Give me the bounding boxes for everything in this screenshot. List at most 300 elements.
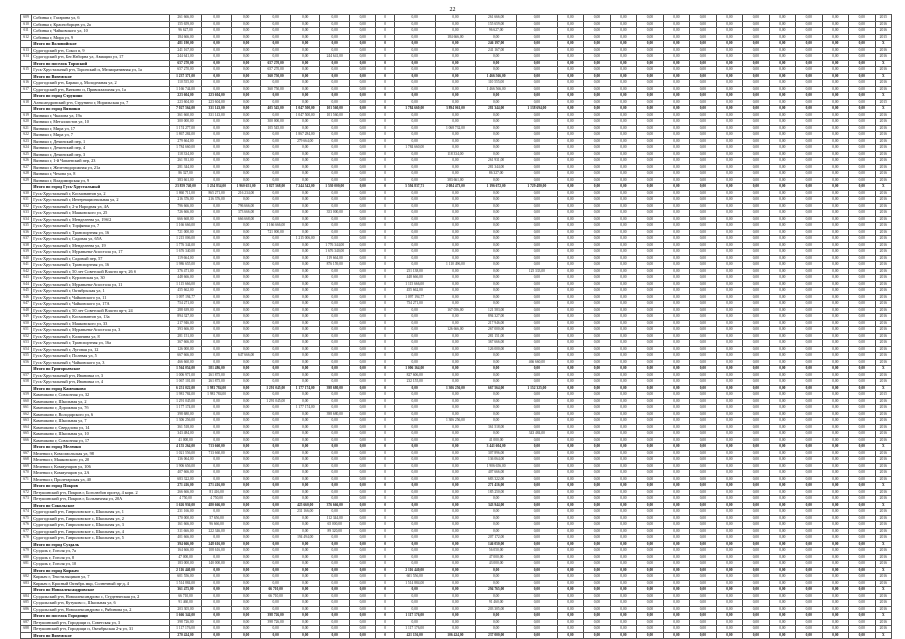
value-cell: 0,00	[394, 405, 435, 412]
value-cell: 0,00	[769, 54, 795, 61]
value-cell: 0,00	[261, 314, 291, 321]
value-cell: 0,00	[663, 34, 689, 41]
value-cell: 0,00	[557, 34, 583, 41]
value-cell: 0	[376, 632, 394, 639]
value-cell: 0,00	[202, 236, 232, 243]
value-cell: 0,00	[663, 93, 689, 100]
value-cell: 0,00	[320, 509, 350, 516]
value-cell: 0,00	[435, 28, 476, 35]
value-cell: 261 666,00	[476, 15, 517, 22]
value-cell: 0,00	[394, 34, 435, 41]
value-cell: 0	[376, 132, 394, 139]
value-cell: 0,00	[349, 567, 375, 574]
value-cell: 0,00	[769, 333, 795, 340]
value-cell: 726 666,00	[169, 210, 202, 217]
row-number-cell: 660	[21, 398, 32, 405]
value-cell: 0,00	[822, 632, 848, 639]
value-cell: 667 666,00	[169, 353, 202, 360]
value-cell: 0,00	[690, 528, 716, 535]
value-cell: 0	[376, 496, 394, 503]
value-cell: 0,00	[637, 574, 663, 581]
row-number-cell: 666	[21, 437, 32, 444]
value-cell: 0,00	[796, 580, 822, 587]
value-cell: 0,00	[637, 60, 663, 67]
value-cell: 0,00	[610, 561, 636, 568]
value-cell: 0,00	[769, 262, 795, 269]
value-cell: 0,00	[610, 301, 636, 308]
value-cell: 0,00	[394, 424, 435, 431]
value-cell: 0,00	[610, 470, 636, 477]
value-cell: 0,00	[796, 197, 822, 204]
value-cell: 0,00	[584, 567, 610, 574]
value-cell: 0,00	[663, 522, 689, 529]
value-cell: 0,00	[663, 535, 689, 542]
value-cell: 0,00	[290, 34, 320, 41]
value-cell: 0,00	[769, 86, 795, 93]
value-cell: 0,00	[320, 496, 350, 503]
value-cell: 0,00	[690, 418, 716, 425]
value-cell: 0,00	[610, 333, 636, 340]
value-cell: 0,00	[610, 587, 636, 594]
value-cell: 118 334,00	[169, 151, 202, 158]
value-cell: 0,00	[557, 41, 583, 48]
value-cell: 0,00	[320, 158, 350, 165]
value-cell: 0,00	[610, 210, 636, 217]
value-cell: X	[875, 184, 891, 191]
value-cell: 2016	[875, 132, 891, 139]
value-cell: 0	[376, 379, 394, 386]
row-number-cell: 674	[21, 509, 32, 516]
value-cell: X	[875, 73, 891, 80]
value-cell: 0	[376, 106, 394, 113]
value-cell: 0	[376, 405, 394, 412]
value-cell: 2015	[875, 99, 891, 106]
row-number-cell: 616	[21, 80, 32, 87]
value-cell: 0,00	[349, 268, 375, 275]
value-cell: 0,00	[261, 158, 291, 165]
value-cell: 0,00	[822, 619, 848, 626]
value-cell: 0,00	[476, 132, 517, 139]
value-cell: 0,00	[849, 93, 875, 100]
row-number-cell: 670	[21, 470, 32, 477]
address-cell: Александровский р-н, Струнино г, Норильская ул, 7	[32, 99, 170, 106]
value-cell: 0,00	[822, 99, 848, 106]
value-cell: 0,00	[610, 567, 636, 574]
value-cell: 0,00	[435, 99, 476, 106]
value-cell: 0,00	[231, 411, 261, 418]
address-cell: Гусь-Хрустальный г, 2-я Народная ул, 4А	[32, 203, 170, 210]
value-cell: 0,00	[476, 203, 517, 210]
value-cell: 0,00	[231, 197, 261, 204]
value-cell: 0,00	[637, 418, 663, 425]
value-cell: 0,00	[349, 385, 375, 392]
value-cell: 0,00	[290, 333, 320, 340]
value-cell: 0	[376, 613, 394, 620]
value-cell: 0,00	[769, 509, 795, 516]
value-cell: 0,00	[716, 392, 742, 399]
capital-repair-table	[20, 14, 892, 639]
value-cell: 0,00	[320, 125, 350, 132]
value-cell: 0,00	[690, 632, 716, 639]
value-cell: 0,00	[557, 301, 583, 308]
value-cell: 0,00	[202, 229, 232, 236]
value-cell: 0,00	[743, 574, 769, 581]
value-cell: 0,00	[516, 515, 557, 522]
value-cell: 0,00	[231, 613, 261, 620]
value-cell: 0,00	[557, 580, 583, 587]
value-cell: 0,00	[202, 606, 232, 613]
value-cell: 0,00	[290, 450, 320, 457]
value-cell: 281 151,00	[476, 333, 517, 340]
value-cell: 237 000,00	[476, 632, 517, 639]
row-number-cell: 612	[21, 34, 32, 41]
value-cell: 0,00	[320, 132, 350, 139]
value-cell: 0,00	[557, 535, 583, 542]
value-cell: 0,00	[557, 457, 583, 464]
value-cell: 0,00	[663, 431, 689, 438]
value-cell: 0,00	[202, 255, 232, 262]
value-cell: 0,00	[261, 502, 291, 509]
value-cell: 0,00	[743, 15, 769, 22]
value-cell: 667 564,00	[476, 385, 517, 392]
value-cell: 0,00	[822, 340, 848, 347]
value-cell: 0,00	[769, 177, 795, 184]
value-cell: 0,00	[435, 229, 476, 236]
value-cell: 0,00	[261, 632, 291, 639]
value-cell: 0,00	[231, 86, 261, 93]
value-cell: 0,00	[822, 359, 848, 366]
value-cell: 0,00	[690, 515, 716, 522]
value-cell: 0,00	[435, 60, 476, 67]
value-cell: 0,00	[394, 509, 435, 516]
value-cell: 0,00	[320, 216, 350, 223]
value-cell: 0	[376, 463, 394, 470]
value-cell: 0,00	[610, 606, 636, 613]
value-cell: 0,00	[849, 346, 875, 353]
value-cell: 0,00	[716, 106, 742, 113]
value-cell: 0,00	[610, 307, 636, 314]
value-cell: 0,00	[476, 216, 517, 223]
value-cell: 0,00	[690, 112, 716, 119]
row-number-cell: 622	[21, 132, 32, 139]
value-cell: 0,00	[516, 15, 557, 22]
value-cell: 0,00	[584, 522, 610, 529]
value-cell: 2016	[875, 268, 891, 275]
value-cell: 0,00	[690, 184, 716, 191]
value-cell: 0,00	[516, 112, 557, 119]
value-cell: 0,00	[690, 255, 716, 262]
value-cell: 0,00	[637, 164, 663, 171]
value-cell: 0,00	[849, 398, 875, 405]
value-cell: 1 514 884,00	[169, 580, 202, 587]
value-cell: 0,00	[516, 28, 557, 35]
value-cell: 0,00	[394, 489, 435, 496]
value-cell: 0,00	[261, 307, 291, 314]
value-cell: 0,00	[663, 476, 689, 483]
value-cell: 0,00	[796, 502, 822, 509]
value-cell: 0,00	[435, 86, 476, 93]
value-cell: 1 110 496,00	[435, 262, 476, 269]
value-cell: 0,00	[394, 528, 435, 535]
value-cell: 66 710,00	[261, 587, 291, 594]
value-cell: 0,00	[822, 216, 848, 223]
value-cell: 0,00	[231, 145, 261, 152]
address-cell: Итого по Новоалександровское	[32, 587, 170, 594]
value-cell: 0,00	[231, 80, 261, 87]
value-cell: 0,00	[769, 580, 795, 587]
value-cell: 0,00	[716, 333, 742, 340]
value-cell: 0,00	[516, 398, 557, 405]
value-cell: 0,00	[663, 587, 689, 594]
value-cell: 0,00	[663, 463, 689, 470]
value-cell: 0,00	[290, 216, 320, 223]
value-cell: 0,00	[557, 463, 583, 470]
value-cell: 0,00	[557, 496, 583, 503]
row-number-cell: 624	[21, 145, 32, 152]
value-cell: 0,00	[690, 489, 716, 496]
value-cell: 0,00	[584, 476, 610, 483]
value-cell: 0	[376, 476, 394, 483]
value-cell: 0,00	[769, 197, 795, 204]
value-cell: 0,00	[690, 600, 716, 607]
value-cell: 0,00	[584, 190, 610, 197]
value-cell: 0,00	[584, 600, 610, 607]
value-cell: 1 196 672,00	[476, 184, 517, 191]
value-cell: 0,00	[796, 561, 822, 568]
value-cell: 0,00	[584, 431, 610, 438]
value-cell: 0,00	[743, 229, 769, 236]
value-cell: 0,00	[637, 606, 663, 613]
value-cell: 0,00	[743, 528, 769, 535]
value-cell: 0,00	[610, 476, 636, 483]
value-cell: 0,00	[796, 236, 822, 243]
value-cell: 0,00	[610, 320, 636, 327]
row-number-cell: 621	[21, 125, 32, 132]
value-cell: 0,00	[690, 275, 716, 282]
value-cell: 0,00	[743, 112, 769, 119]
value-cell: 0,00	[663, 561, 689, 568]
value-cell: 0,00	[796, 99, 822, 106]
value-cell: 0,00	[743, 223, 769, 230]
value-cell: 0,00	[610, 450, 636, 457]
value-cell: 0,00	[637, 132, 663, 139]
value-cell: 0,00	[557, 398, 583, 405]
value-cell: 0,00	[394, 307, 435, 314]
value-cell: 0	[376, 112, 394, 119]
address-cell: Меленки г, Коммунаров ул, 106	[32, 463, 170, 470]
value-cell: 0,00	[769, 73, 795, 80]
value-cell: 0,00	[637, 314, 663, 321]
value-cell: 0,00	[663, 288, 689, 295]
value-cell: 0,00	[796, 411, 822, 418]
value-cell: 0,00	[637, 301, 663, 308]
value-cell: 0,00	[743, 242, 769, 249]
value-cell: 0,00	[663, 223, 689, 230]
value-cell: 0,00	[743, 561, 769, 568]
value-cell: 0,00	[557, 145, 583, 152]
value-cell: 0,00	[822, 606, 848, 613]
value-cell: 360 750,00	[261, 73, 291, 80]
value-cell: 0,00	[610, 528, 636, 535]
value-cell: 0,00	[261, 600, 291, 607]
value-cell: 0,00	[261, 151, 291, 158]
value-cell: 0,00	[690, 333, 716, 340]
value-cell: 0,00	[743, 60, 769, 67]
value-cell: 0,00	[690, 190, 716, 197]
value-cell: 0,00	[290, 353, 320, 360]
value-cell: 0,00	[557, 359, 583, 366]
value-cell: 0,00	[637, 450, 663, 457]
value-cell: 0,00	[663, 340, 689, 347]
value-cell: 0,00	[663, 437, 689, 444]
value-cell: 2016	[875, 125, 891, 132]
value-cell: 0,00	[290, 580, 320, 587]
value-cell: 0,00	[320, 470, 350, 477]
value-cell: 0,00	[516, 424, 557, 431]
value-cell: 0,00	[610, 80, 636, 87]
value-cell: 0,00	[435, 67, 476, 74]
value-cell: 0,00	[261, 496, 291, 503]
value-cell: 713 660,00	[202, 450, 232, 457]
value-cell: 2016	[875, 112, 891, 119]
value-cell: 0,00	[435, 548, 476, 555]
value-cell: 0,00	[231, 158, 261, 165]
address-cell: Собинка г, Красноборцев ул, 2а	[32, 21, 170, 28]
value-cell: 0,00	[261, 522, 291, 529]
value-cell: 0,00	[716, 255, 742, 262]
row-number-cell: 658	[21, 379, 32, 386]
value-cell: 0,00	[637, 15, 663, 22]
value-cell: 0,00	[637, 470, 663, 477]
value-cell: 0,00	[261, 99, 291, 106]
value-cell: 0,00	[584, 554, 610, 561]
value-cell: 0,00	[320, 567, 350, 574]
value-cell: 0,00	[610, 190, 636, 197]
value-cell: 0,00	[584, 353, 610, 360]
value-cell: 2016	[875, 203, 891, 210]
value-cell: 0	[376, 54, 394, 61]
value-cell: 0,00	[394, 229, 435, 236]
value-cell: 0,00	[769, 112, 795, 119]
value-cell: 0,00	[320, 294, 350, 301]
value-cell: 0,00	[231, 372, 261, 379]
value-cell: 0,00	[637, 307, 663, 314]
address-cell: Вязники г, Металлистов ул, 10	[32, 119, 170, 126]
value-cell: 0,00	[663, 353, 689, 360]
value-cell: 0,00	[849, 288, 875, 295]
value-cell: 0,00	[743, 372, 769, 379]
value-cell: 0,00	[849, 138, 875, 145]
value-cell: 0	[376, 398, 394, 405]
row-number-cell: 651	[21, 327, 32, 334]
value-cell: 0,00	[637, 86, 663, 93]
value-cell: 0,00	[584, 418, 610, 425]
value-cell: 0,00	[476, 275, 517, 282]
address-cell: Судогодский р-н, Гавриловское с, Школьная ул, 5	[32, 535, 170, 542]
value-cell: 0,00	[516, 470, 557, 477]
value-cell: 0,00	[769, 15, 795, 22]
value-cell: 0,00	[637, 288, 663, 295]
value-cell: 0,00	[231, 229, 261, 236]
value-cell: 0,00	[435, 21, 476, 28]
value-cell: 0,00	[435, 515, 476, 522]
value-cell: 0,00	[394, 359, 435, 366]
row-number-cell: 683	[21, 580, 32, 587]
value-cell: 0,00	[769, 223, 795, 230]
value-cell: 0,00	[849, 587, 875, 594]
value-cell: 0,00	[796, 346, 822, 353]
value-cell: 2016	[875, 470, 891, 477]
value-cell: 0,00	[231, 515, 261, 522]
value-cell: 0,00	[394, 353, 435, 360]
value-cell: 1 981 784,00	[169, 392, 202, 399]
value-cell: 0,00	[435, 216, 476, 223]
value-cell: 0,00	[394, 54, 435, 61]
value-cell: 0,00	[822, 21, 848, 28]
value-cell: 0,00	[202, 281, 232, 288]
value-cell: 343 484,00	[169, 431, 202, 438]
address-cell: Гусь-Хрустальный г, 50 лет Советской Власти пр-т, 26 б	[32, 268, 170, 275]
value-cell: 0,00	[476, 528, 517, 535]
value-cell: 0,00	[822, 385, 848, 392]
value-cell: 0,00	[610, 541, 636, 548]
value-cell: 0,00	[769, 418, 795, 425]
value-cell: 0	[376, 93, 394, 100]
value-cell: 0,00	[637, 424, 663, 431]
value-cell: 1 177 174,00	[169, 405, 202, 412]
value-cell: 0,00	[690, 372, 716, 379]
value-cell: 0,00	[716, 405, 742, 412]
value-cell: 0,00	[796, 444, 822, 451]
value-cell: 0,00	[435, 158, 476, 165]
value-cell: 0,00	[849, 223, 875, 230]
value-cell: 0,00	[849, 561, 875, 568]
value-cell: 0,00	[231, 67, 261, 74]
value-cell: 0,00	[349, 379, 375, 386]
value-cell: 0,00	[435, 73, 476, 80]
value-cell: 0,00	[320, 632, 350, 639]
value-cell: 0	[376, 366, 394, 373]
value-cell: 0,00	[320, 229, 350, 236]
value-cell: 0,00	[557, 574, 583, 581]
value-cell: 311 666,00	[169, 528, 202, 535]
value-cell: 0,00	[476, 288, 517, 295]
value-cell: 2016	[875, 489, 891, 496]
value-cell: 0,00	[796, 496, 822, 503]
address-cell: Камешково г, Володарского ул, 6	[32, 411, 170, 418]
value-cell: 0,00	[822, 522, 848, 529]
value-cell: 0,00	[584, 21, 610, 28]
value-cell: 0,00	[822, 502, 848, 509]
value-cell: 0,00	[769, 366, 795, 373]
value-cell: 0,00	[663, 346, 689, 353]
value-cell: 0,00	[716, 314, 742, 321]
value-cell: 0,00	[290, 463, 320, 470]
value-cell: 0,00	[822, 541, 848, 548]
value-cell: 0,00	[231, 34, 261, 41]
value-cell: 0,00	[584, 463, 610, 470]
value-cell: 0,00	[796, 164, 822, 171]
value-cell: 0,00	[822, 86, 848, 93]
value-cell: 0,00	[476, 268, 517, 275]
value-cell: 0,00	[435, 580, 476, 587]
row-number-cell: 665	[21, 431, 32, 438]
row-number-cell: 673	[21, 496, 32, 503]
value-cell: 0,00	[202, 268, 232, 275]
value-cell: 0,00	[476, 242, 517, 249]
value-cell: 0,00	[435, 567, 476, 574]
value-cell: 2016	[875, 463, 891, 470]
